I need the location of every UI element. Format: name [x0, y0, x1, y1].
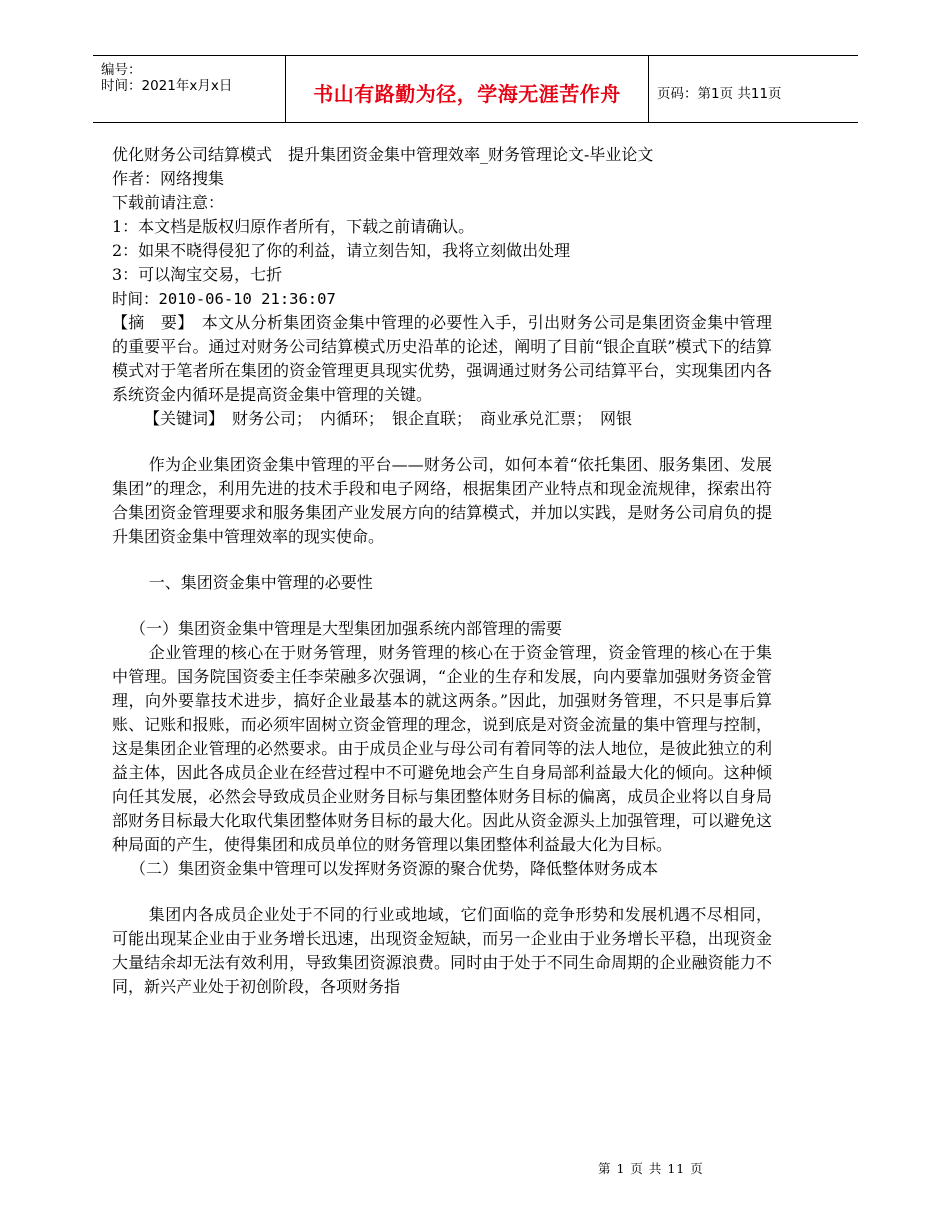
doc-number-label: 编号：	[101, 62, 142, 78]
intro-paragraph: 作为企业集团资金集中管理的平台——财务公司，如何本着“依托集团、服务集团、发展集团”的理念，利用先进的技术手段和电子网络，根据集团产业特点和现金流规律，探索出符合集团资金管理要求和服务集团产业发展方向的结算模式，并加以实践，是财务公司肩负的提升集团资金集中管理效率的现实使命。	[112, 455, 772, 546]
header-meta	[93, 56, 283, 122]
section-heading-1: 一、集团资金集中管理的必要性	[148, 573, 373, 592]
header-motto-cell	[285, 56, 649, 122]
document-body	[112, 143, 772, 999]
notice-item-1: 1：本文档是版权归原作者所有，下载之前请确认。	[112, 217, 475, 236]
subsection-heading-2: （二）集团资金集中管理可以发挥财务资源的聚合优势，降低整体财务成本	[130, 859, 659, 878]
doc-author: 作者：网络搜集	[112, 169, 225, 188]
notice-title: 下载前请注意：	[112, 193, 225, 212]
spacer	[112, 549, 772, 571]
page-footer: 第 1 页 共 11 页	[598, 1161, 704, 1176]
header-page-cell	[649, 56, 858, 122]
abstract-paragraph: 【摘 要】 本文从分析集团资金集中管理的必要性入手，引出财务公司是集团资金集中管理的重要平台。通过对财务公司结算模式历史沿革的论述，阐明了目前“银企直联”模式下的结算模式对于笔者所在集团的资金管理更具现实优势，强调通过财务公司结算平台，实现集团内各系统资金内循环是提高资金集中管理的关键。	[112, 313, 772, 404]
spacer	[112, 881, 772, 903]
page-header	[93, 55, 858, 123]
spacer	[112, 595, 772, 617]
keywords-line: 【关键词】 财务公司； 内循环； 银企直联； 商业承兑汇票； 网银	[144, 409, 633, 428]
subsection-heading-1: （一）集团资金集中管理是大型集团加强系统内部管理的需要	[130, 619, 563, 638]
notice-item-3: 3：可以淘宝交易，七折	[112, 265, 283, 284]
spacer	[112, 431, 772, 453]
doc-datetime: 时间：2010-06-10 21:36:07	[112, 290, 336, 308]
body-paragraph-2: 集团内各成员企业处于不同的行业或地域，它们面临的竞争形势和发展机遇不尽相同，可能出现某企业由于业务增长迅速，出现资金短缺，而另一企业由于业务增长平稳，出现资金大量结余却无法有效利用，导致集团资源浪费。同时由于处于不同生命周期的企业融资能力不同，新兴产业处于初创阶段，各项财务指	[112, 905, 772, 996]
body-paragraph-1: 企业管理的核心在于财务管理，财务管理的核心在于资金管理，资金管理的核心在于集中管理。国务院国资委主任李荣融多次强调，“企业的生存和发展，向内要靠加强财务资金管理，向外要靠技术进步，搞好企业最基本的就这两条。”因此，加强财务管理，不只是事后算账、记账和报账，而必须牢固树立资金管理的理念，说到底是对资金流量的集中管理与控制，这是集团企业管理的必然要求。由于成员企业与母公司有着同等的法人地位，是彼此独立的利益主体，因此各成员企业在经营过程中不可避免地会产生自身局部利益最大化的倾向。这种倾向任其发展，必然会导致成员企业财务目标与集团整体财务目标的偏离，成员企业将以自身局部财务目标最大化取代集团整体财务目标的最大化。因此从资金源头上加强管理，可以避免这种局面的产生，使得集团和成员单位的财务管理以集团整体利益最大化为目标。	[112, 643, 772, 854]
header-page-info: 页码：第1页 共11页	[657, 86, 782, 102]
header-motto: 书山有路勤为径，学海无涯苦作舟	[313, 81, 621, 106]
notice-item-2: 2：如果不晓得侵犯了你的利益，请立刻告知，我将立刻做出处理	[112, 241, 571, 260]
doc-time-label: 时间：2021年x月x日	[101, 78, 233, 94]
doc-title: 优化财务公司结算模式 提升集团资金集中管理效率_财务管理论文-毕业论文	[112, 145, 654, 164]
